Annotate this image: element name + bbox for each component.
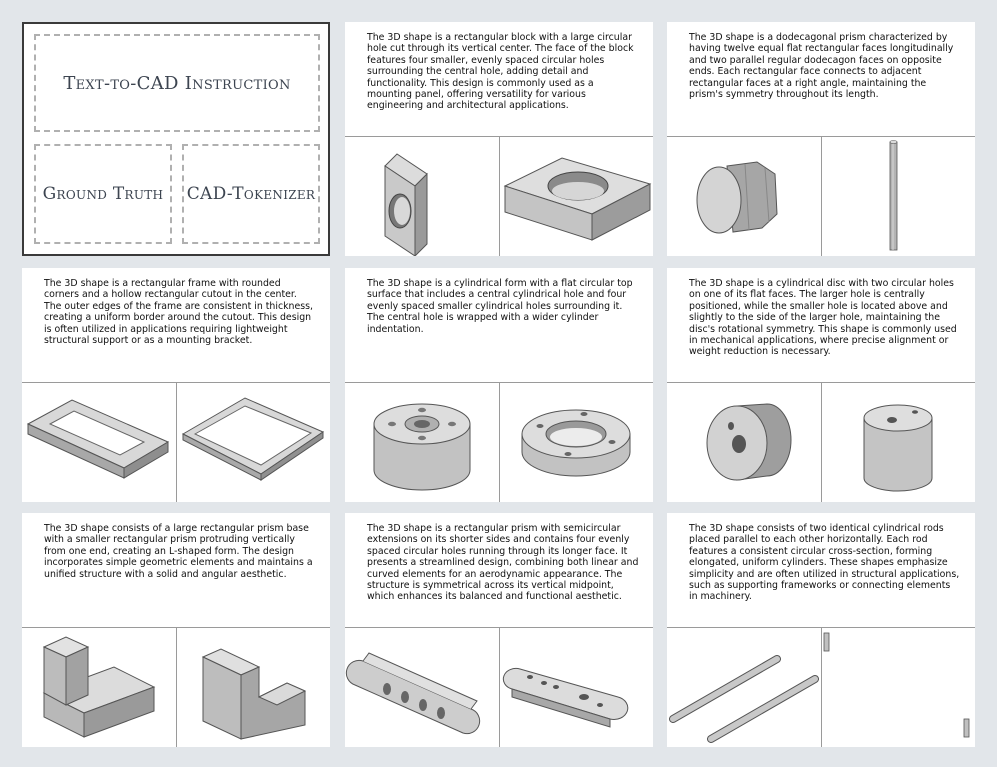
example-panel: [22, 268, 330, 502]
ground-truth-render: [345, 382, 499, 502]
example-panel: [345, 513, 653, 747]
example-description: The 3D shape consists of a large rectangular prism base with a smaller rectangular prism protruding vertically from one end, creating an L-shaped form. The design incorporates simple geometric elements and maintains a unified structure with a solid and angular aesthetic.: [44, 523, 313, 580]
example-panel: [667, 22, 975, 256]
cad-tokenizer-render: [822, 382, 975, 502]
example-panel: [667, 268, 975, 502]
example-description: The 3D shape consists of two identical cylindrical rods placed parallel to each other horizontally. Each rod features a consistent circular cross-section, forming elongated, uniform cylinders. These shapes emphasize simplicity and are often utilized in structural applications, such as supporting frameworks or connecting elements in machinery.: [689, 523, 960, 603]
cad-tokenizer-render: [177, 382, 330, 502]
ground-truth-render: [667, 136, 821, 256]
example-description: The 3D shape is a cylindrical form with a flat circular top surface that includes a central cylindrical hole and four evenly spaced smaller cylindrical holes surrounding it. The central hole is wrapped with a wider cylinder indentation.: [367, 278, 633, 335]
cad-tokenizer-render: [500, 627, 653, 747]
legend-cad-tokenizer-box: [182, 144, 320, 244]
ground-truth-render: [22, 382, 176, 502]
ground-truth-render: [345, 136, 499, 256]
legend-ground-truth-box: [34, 144, 172, 244]
example-panel: [345, 22, 653, 256]
ground-truth-render: [345, 627, 499, 747]
example-description: The 3D shape is a rectangular prism with semicircular extensions on its shorter sides and contains four evenly spaced circular holes running through its longer face. It presents a streamlined design, combining both linear and curved elements for an aerodynamic appearance. The structure is symmetrical across its vertical midpoint, which enhances its balanced and functional aesthetic.: [367, 523, 639, 603]
legend-text-to-cad-label: Text-to-CAD Instruction: [63, 72, 291, 94]
cad-tokenizer-render: [500, 382, 653, 502]
example-panel: [667, 513, 975, 747]
example-description: The 3D shape is a rectangular frame with rounded corners and a hollow rectangular cutout in the center. The outer edges of the frame are consistent in thickness, creating a uniform border around the cutout. This design is often utilized in applications requiring lightweight structural support or as a mounting bracket.: [44, 278, 314, 347]
example-panel: [345, 268, 653, 502]
legend-text-to-cad-box: [34, 34, 320, 132]
legend-panel: [22, 22, 330, 256]
ground-truth-render: [667, 382, 821, 502]
legend-ground-truth-label: Ground Truth: [42, 184, 164, 204]
example-description: The 3D shape is a cylindrical disc with two circular holes on one of its flat faces. The larger hole is centrally positioned, while the smaller hole is located above and slightly to the side of the larger hole, maintaining the disc's rotational symmetry. This shape is commonly used in mechanical applications, where precise alignment or weight reduction is necessary.: [689, 278, 957, 358]
ground-truth-render: [22, 627, 176, 747]
example-panel: [22, 513, 330, 747]
cad-tokenizer-render: [500, 136, 653, 256]
cad-tokenizer-render: [822, 136, 975, 256]
cad-tokenizer-render: [177, 627, 330, 747]
ground-truth-render: [667, 627, 821, 747]
cad-tokenizer-render: [822, 627, 975, 747]
example-description: The 3D shape is a rectangular block with a large circular hole cut through its vertical center. The face of the block features four smaller, evenly spaced circular holes surrounding the central hole, adding detail and functionality. This design is commonly used as a mounting panel, offering versatility for various engineering and architectural applications.: [367, 32, 634, 112]
legend-cad-tokenizer-label: CAD-Tokenizer: [186, 184, 316, 204]
example-description: The 3D shape is a dodecagonal prism characterized by having twelve equal flat rectangular faces longitudinally and two parallel regular dodecagon faces on opposite ends. Each rectangular face connects to adjacent rectangular faces at a right angle, maintaining the prism's symmetry throughout its length.: [689, 32, 954, 101]
